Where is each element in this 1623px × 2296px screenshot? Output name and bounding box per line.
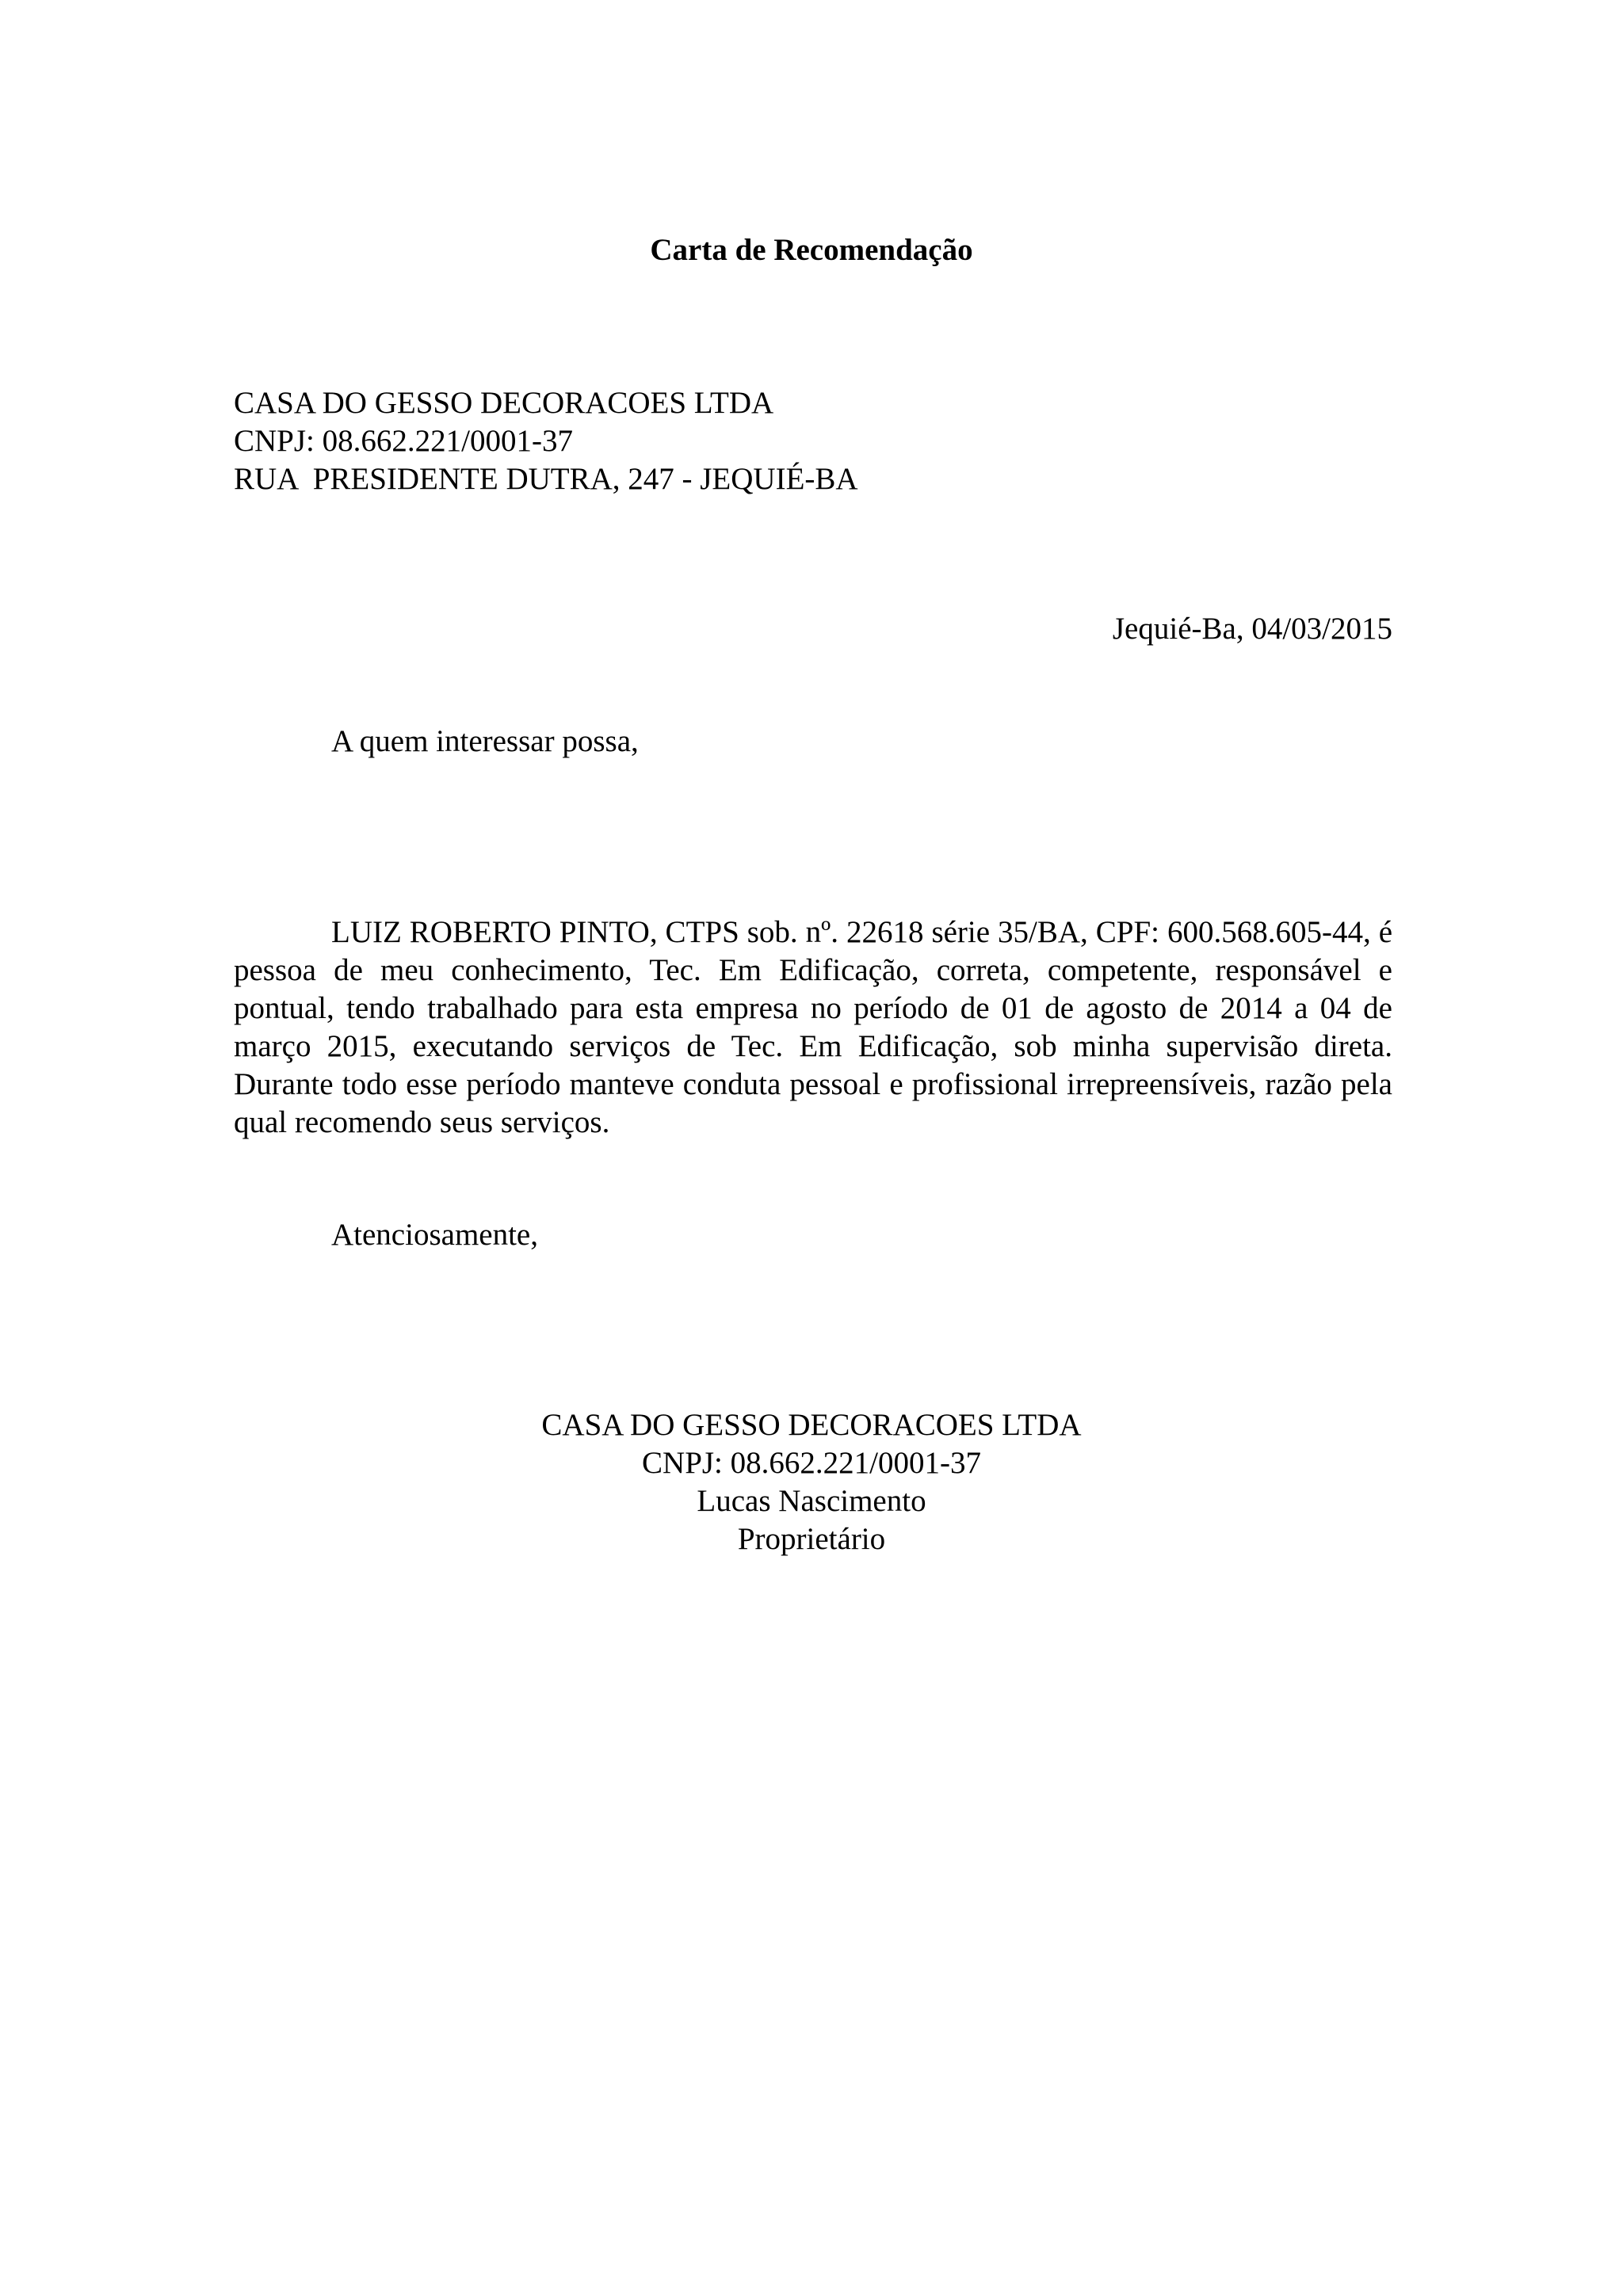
signature-name: Lucas Nascimento <box>697 1484 926 1518</box>
signature-role: Proprietário <box>737 1522 886 1556</box>
sender-cnpj: CNPJ: 08.662.221/0001-37 <box>234 424 573 458</box>
date-line: Jequié-Ba, 04/03/2015 <box>1112 612 1392 646</box>
closing: Atenciosamente, <box>331 1218 538 1252</box>
letter-title: Carta de Recomendação <box>650 233 973 267</box>
signature-block <box>0 1406 1623 1558</box>
body-paragraph: LUIZ ROBERTO PINTO, CTPS sob. nº. 22618 série 35/BA, CPF: 600.568.605-44, é pessoa de meu conhecimento, Tec. Em Edificação, correta, competente, responsável e pontual, tendo trabalhado para esta empresa no período de 01 de agosto de 2014 a 04 de março 2015, executando serviços de Tec. Em Edificação, sob minha supervisão direta. Durante todo esse período manteve conduta pessoal e profissional irrepreensíveis, razão pela qual recomendo seus serviços. <box>234 915 1392 1139</box>
sender-block <box>234 384 858 498</box>
salutation: A quem interessar possa, <box>331 724 639 758</box>
sender-address: RUA PRESIDENTE DUTRA, 247 - JEQUIÉ-BA <box>234 462 858 496</box>
signature-cnpj: CNPJ: 08.662.221/0001-37 <box>642 1446 981 1480</box>
signature-company: CASA DO GESSO DECORACOES LTDA <box>541 1408 1082 1442</box>
sender-company: CASA DO GESSO DECORACOES LTDA <box>234 386 774 420</box>
